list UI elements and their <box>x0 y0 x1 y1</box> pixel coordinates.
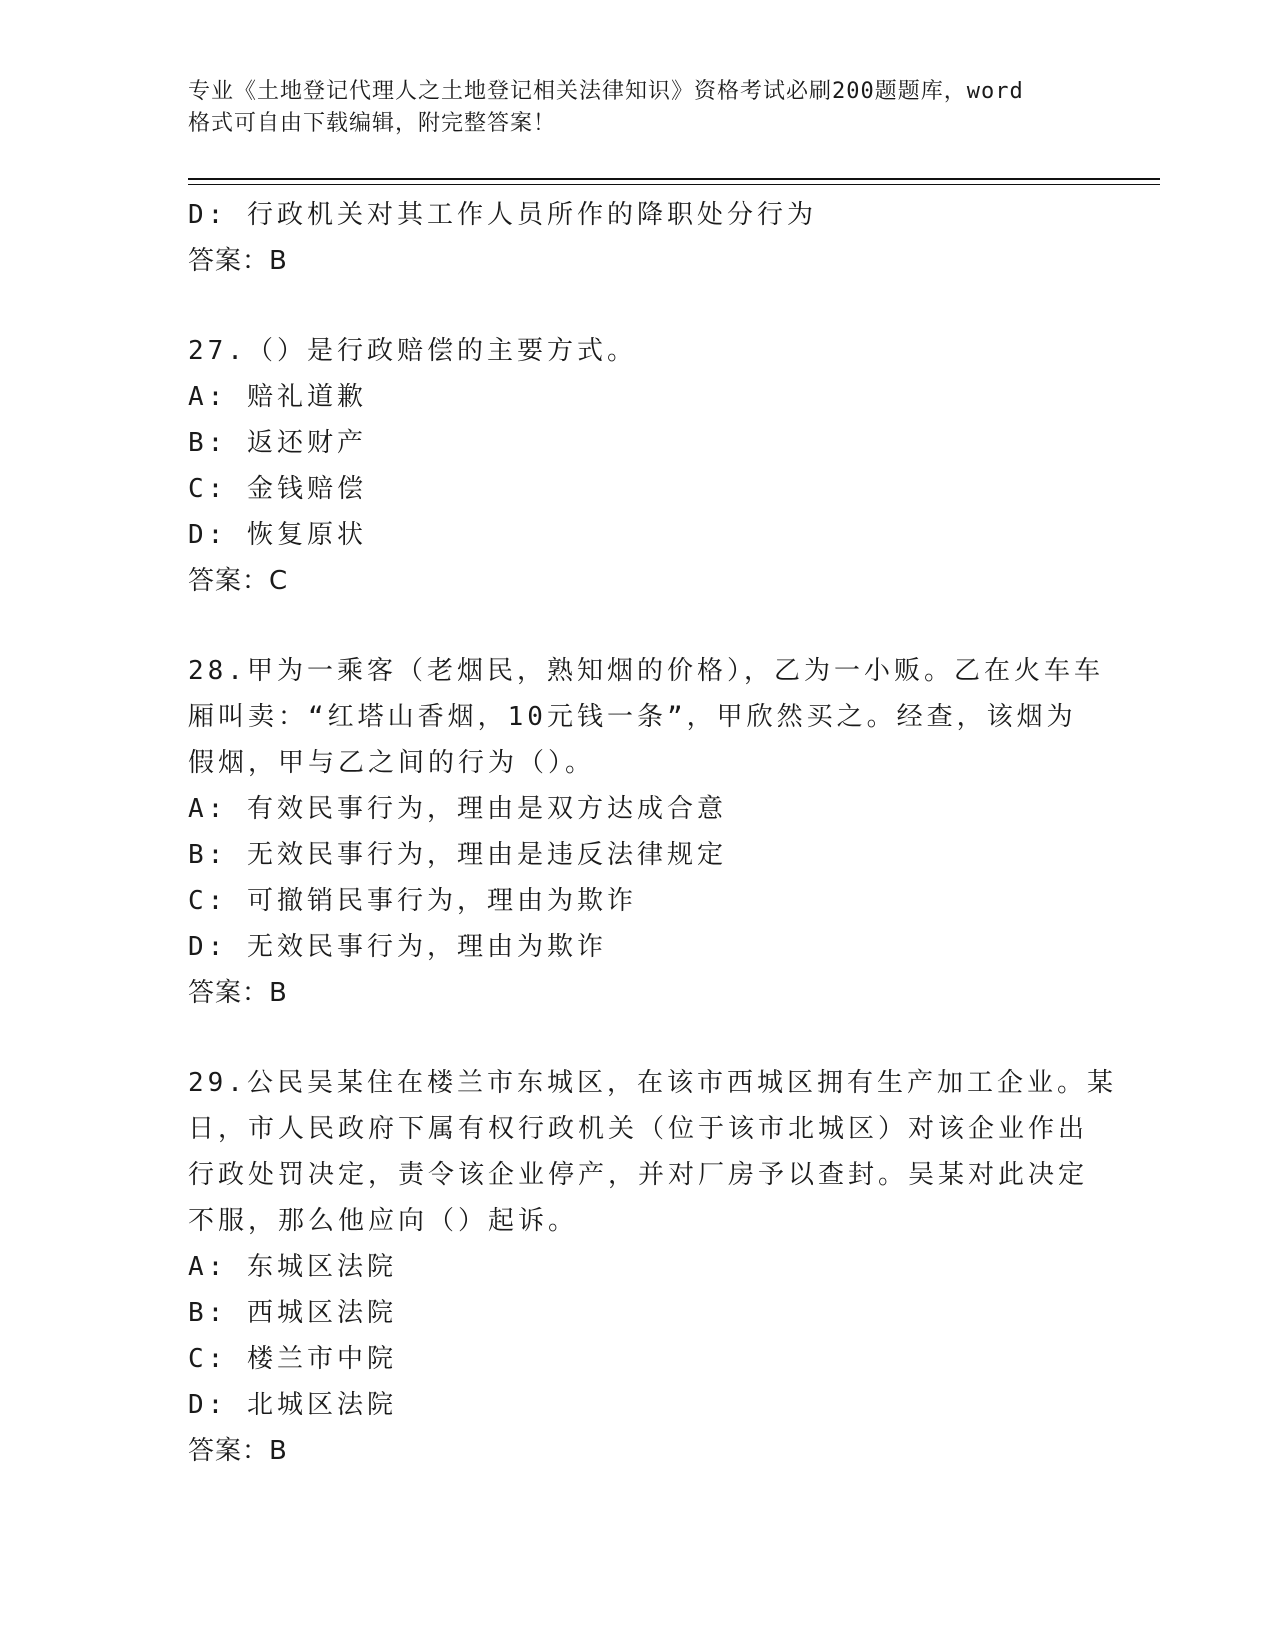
question-stem-line-1: 29.公民吴某住在楼兰市东城区，在该市西城区拥有生产加工企业。某 <box>188 1068 1117 1098</box>
header-rule-thin <box>188 184 1160 185</box>
option-a: A: 东城区法院 <box>188 1252 397 1282</box>
document-body <box>188 192 1117 1474</box>
header-rule-thick <box>188 178 1160 180</box>
question-29 <box>188 1060 1117 1474</box>
option-a: A: 赔礼道歉 <box>188 382 367 412</box>
question-stem: 27.（）是行政赔偿的主要方式。 <box>188 336 637 366</box>
prev-answer: 答案：B <box>188 246 288 276</box>
option-c: C: 楼兰市中院 <box>188 1344 397 1374</box>
question-stem-line-3: 假烟，甲与乙之间的行为（）。 <box>188 748 596 778</box>
question-27 <box>188 328 1088 604</box>
option-d: D: 无效民事行为，理由为欺诈 <box>188 932 607 962</box>
question-stem-line-2: 厢叫卖：“红塔山香烟，10元钱一条”，甲欣然买之。经查，该烟为 <box>188 702 1077 732</box>
header-line-2: 格式可自由下载编辑，附完整答案！ <box>188 111 557 136</box>
option-a: A: 有效民事行为，理由是双方达成合意 <box>188 794 727 824</box>
prev-option-d: D: 行政机关对其工作人员所作的降职处分行为 <box>188 200 817 230</box>
question-stem-line-3: 行政处罚决定，责令该企业停产，并对厂房予以查封。吴某对此决定 <box>188 1160 1089 1190</box>
option-b: B: 无效民事行为，理由是违反法律规定 <box>188 840 727 870</box>
option-b: B: 西城区法院 <box>188 1298 397 1328</box>
answer: 答案：B <box>188 1436 288 1466</box>
option-d: D: 北城区法院 <box>188 1390 397 1420</box>
option-c: C: 可撤销民事行为，理由为欺诈 <box>188 886 637 916</box>
question-stem-line-1: 28.甲为一乘客（老烟民，熟知烟的价格），乙为一小贩。乙在火车车 <box>188 656 1104 686</box>
question-28 <box>188 648 1104 1016</box>
option-d: D: 恢复原状 <box>188 520 367 550</box>
option-b: B: 返还财产 <box>188 428 367 458</box>
answer: 答案：B <box>188 978 288 1008</box>
answer: 答案：C <box>188 566 289 596</box>
question-stem-line-2: 日，市人民政府下属有权行政机关（位于该市北城区）对该企业作出 <box>188 1114 1089 1144</box>
option-c: C: 金钱赔偿 <box>188 474 367 504</box>
question-stem-line-4: 不服，那么他应向（）起诉。 <box>188 1206 579 1236</box>
header-line-1: 专业《土地登记代理人之土地登记相关法律知识》资格考试必刷200题题库，word <box>188 79 1024 104</box>
page-header <box>188 76 1088 140</box>
